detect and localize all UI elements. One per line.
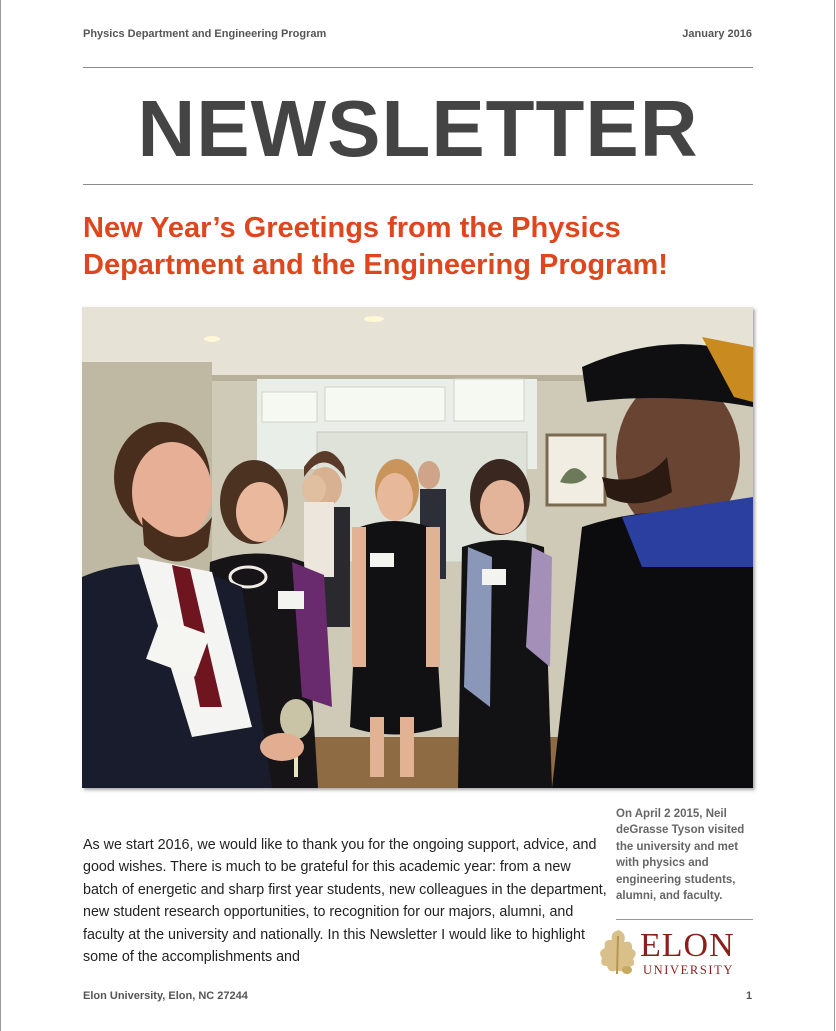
- oak-leaf-icon: [597, 926, 641, 978]
- elon-university-logo: [597, 926, 755, 982]
- group-photo: [82, 307, 753, 788]
- group-photo-image: [82, 307, 753, 788]
- header-rule-top: [83, 67, 753, 68]
- page-number: 1: [746, 990, 753, 1002]
- logo-name: ELON: [640, 927, 735, 964]
- intro-paragraph: As we start 2016, we would like to thank you for the ongoing support, advice, and good wishes. There is much to be grateful for this academic year: from a new batch of energetic and sharp first year students, new colleagues in the department, new student research opportunities, to recognition for our majors, alumni, and faculty at the university and nationally. In this Newsletter I would like to highlight some of the accomplishments and: [83, 837, 607, 966]
- caption-rule: [616, 919, 753, 920]
- page-border-left: [0, 0, 1, 1031]
- logo-subtitle: UNIVERSITY: [643, 963, 734, 977]
- footer-address: Elon University, Elon, NC 27244: [83, 990, 248, 1002]
- header-department: Physics Department and Engineering Program: [83, 28, 327, 40]
- headline: New Year’s Greetings from the Physics Department and the Engineering Program!: [83, 212, 668, 281]
- header-rule-bottom: [83, 184, 753, 185]
- header-date: January 2016: [682, 28, 752, 40]
- masthead-title: NEWSLETTER: [137, 84, 699, 173]
- page-border-right: [834, 0, 835, 1031]
- photo-caption: On April 2 2015, Neil deGrasse Tyson visited the university and met with physics and engineering students, alumni, and faculty.: [616, 808, 745, 903]
